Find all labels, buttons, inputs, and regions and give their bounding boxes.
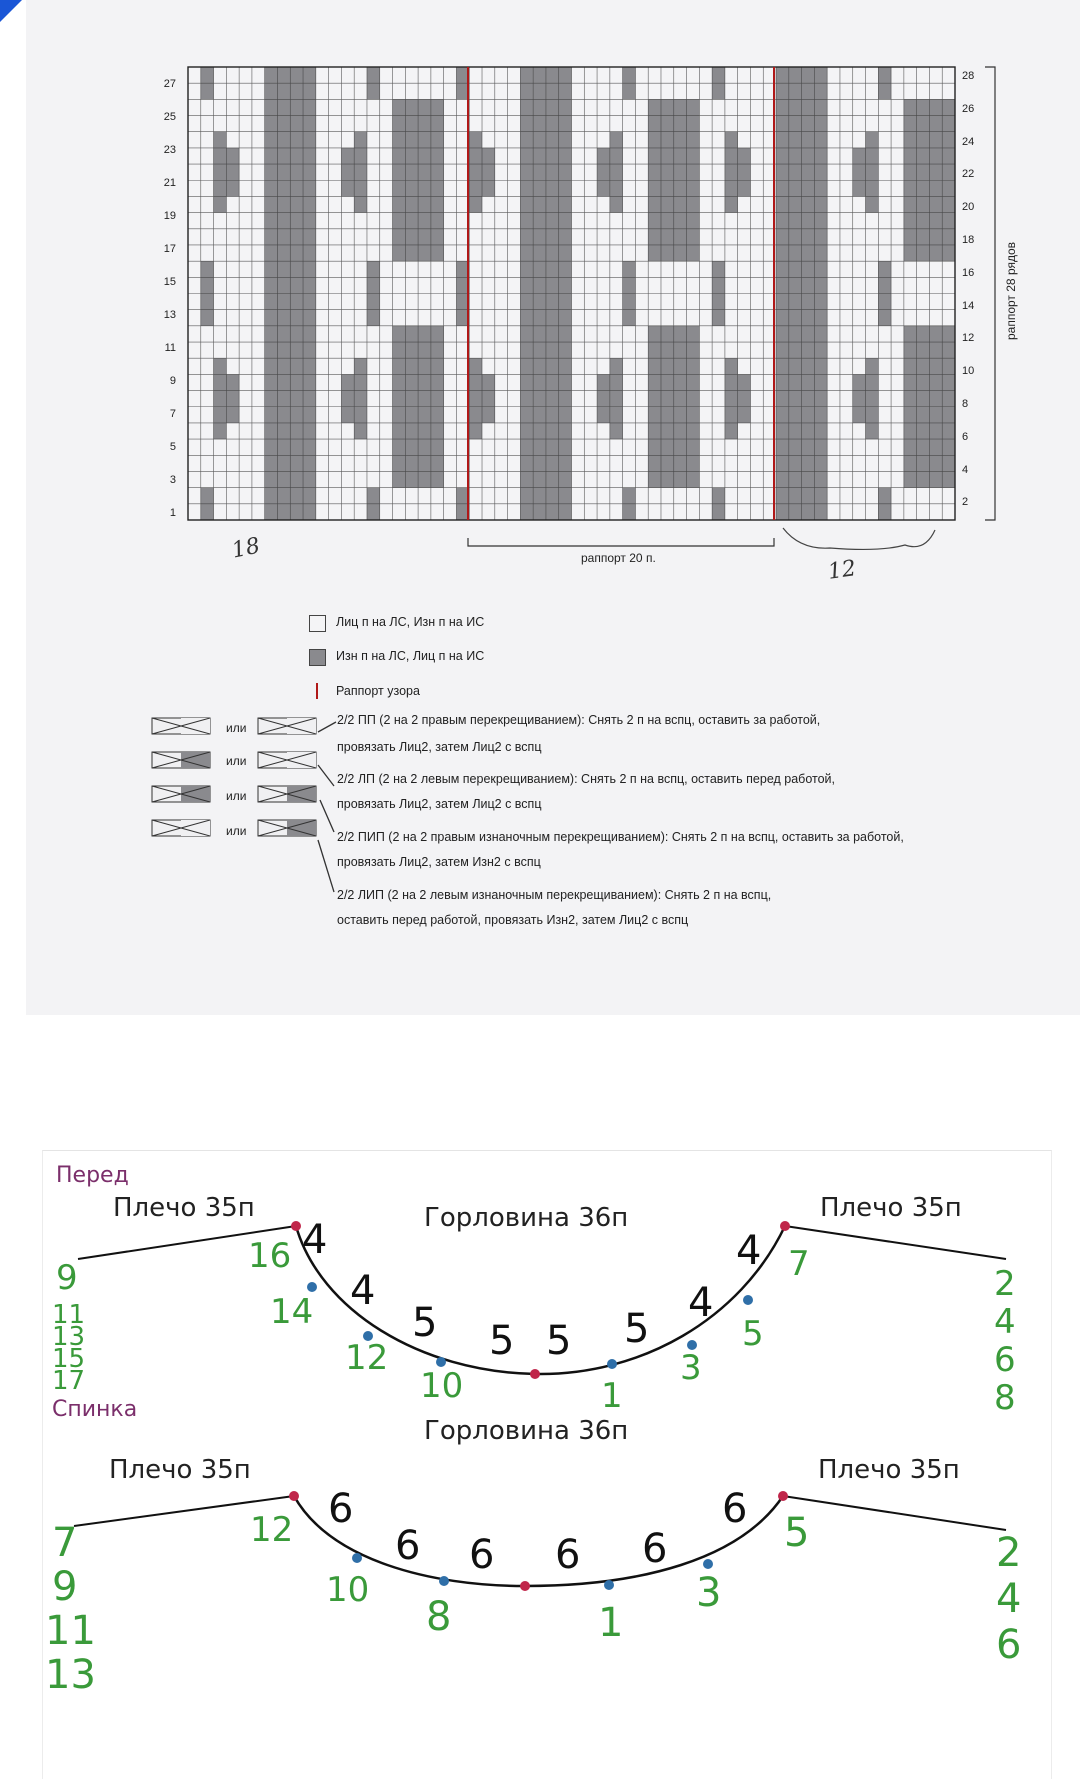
- front-marker-row-5: 3: [680, 1348, 702, 1388]
- cable3-desc-line1: 2/2 ПИП (2 на 2 правым изнаночным перекрещиванием): Снять 2 п на вспц, оставить за работой,: [337, 830, 904, 844]
- row-number-left: 23: [163, 144, 176, 156]
- back-marker-row-4: 3: [696, 1570, 722, 1616]
- front-right-row-2: 6: [994, 1340, 1016, 1380]
- row-number-left: 3: [169, 474, 176, 486]
- row-number-left: 5: [169, 441, 176, 453]
- front-marker-row-6: 5: [742, 1314, 764, 1354]
- front-blue-dot: [607, 1359, 617, 1369]
- row-number-left: 11: [164, 342, 176, 354]
- front-step-5: 5: [624, 1306, 650, 1352]
- front-step-6: 4: [688, 1280, 714, 1326]
- row-number-left: 25: [163, 111, 176, 123]
- back-left-row-3: 13: [45, 1652, 96, 1698]
- back-left-row-1: 9: [52, 1564, 78, 1610]
- back-step-4: 6: [642, 1526, 668, 1572]
- legend-purl-text: Изн п на ЛС, Лиц п на ИС: [336, 649, 485, 663]
- front-left-row-3: 15: [52, 1344, 86, 1374]
- back-neckline-label: Горловина 36п: [424, 1416, 629, 1446]
- row-number-right: 22: [962, 168, 975, 181]
- back-step-3: 6: [555, 1532, 581, 1578]
- front-neckline-label: Горловина 36п: [424, 1203, 629, 1233]
- row-number-right: 28: [962, 70, 975, 82]
- row-number-right: 24: [962, 135, 975, 148]
- front-shoulder-right: Плечо 35п: [820, 1193, 962, 1223]
- front-step-1: 4: [350, 1268, 376, 1314]
- row-number-left: 21: [163, 177, 176, 189]
- back-blue-dot: [604, 1580, 614, 1590]
- row-number-left: 9: [169, 375, 176, 387]
- back-marker-row-0: 12: [250, 1510, 294, 1550]
- row-number-right: 8: [962, 398, 969, 410]
- back-step-1: 6: [395, 1523, 421, 1569]
- back-step-2: 6: [469, 1532, 495, 1578]
- row-number-right: 10: [962, 365, 975, 378]
- front-marker-row-0: 16: [248, 1236, 292, 1276]
- back-red-dot: [289, 1491, 299, 1501]
- row-number-left: 19: [163, 210, 176, 222]
- handwritten-left: 18: [229, 533, 263, 564]
- cable4-desc-line2: оставить перед работой, провязать Изн2, затем Лиц2 с вспц: [337, 913, 689, 927]
- row-number-right: 2: [962, 496, 969, 509]
- back-title: Спинка: [52, 1397, 138, 1422]
- legend-or-3: или: [226, 789, 247, 803]
- front-blue-dot: [743, 1295, 753, 1305]
- row-number-right: 12: [962, 332, 975, 345]
- front-title: Перед: [56, 1163, 129, 1188]
- horizontal-repeat-label: раппорт 20 п.: [581, 551, 656, 565]
- front-shoulder-left: Плечо 35п: [113, 1193, 255, 1223]
- back-blue-dot: [352, 1553, 362, 1563]
- back-right-row-0: 2: [996, 1530, 1022, 1576]
- front-left-row-4: 17: [52, 1366, 86, 1396]
- row-number-left: 1: [169, 507, 176, 519]
- row-number-right: 14: [962, 299, 975, 312]
- row-number-left: 13: [163, 309, 176, 321]
- back-step-5: 6: [722, 1486, 748, 1532]
- back-marker-row-3: 1: [598, 1600, 624, 1646]
- back-right-row-2: 6: [996, 1622, 1022, 1668]
- front-red-dot: [291, 1221, 301, 1231]
- front-red-dot: [780, 1221, 790, 1231]
- legend-or-1: или: [226, 721, 247, 735]
- front-step-7: 4: [736, 1228, 762, 1274]
- legend-repeat-text: Раппорт узора: [336, 684, 420, 698]
- handwritten-right: 12: [826, 556, 858, 585]
- row-number-right: 6: [962, 430, 969, 443]
- row-number-right: 4: [962, 463, 969, 476]
- row-number-left: 27: [163, 78, 176, 90]
- cable2-desc-line1: 2/2 ЛП (2 на 2 левым перекрещиванием): Снять 2 п на вспц, оставить перед работой,: [337, 772, 835, 786]
- row-number-left: 7: [169, 408, 176, 420]
- front-left-row-0: 9: [56, 1258, 78, 1298]
- back-blue-dot: [703, 1559, 713, 1569]
- cable1-desc-line1: 2/2 ПП (2 на 2 правым перекрещиванием): Снять 2 п на вспц, оставить за работой,: [337, 713, 821, 727]
- front-right-row-1: 4: [994, 1302, 1016, 1342]
- front-step-4: 5: [546, 1318, 572, 1364]
- front-marker-row-3: 10: [420, 1366, 464, 1406]
- cable4-desc-line1: 2/2 ЛИП (2 на 2 левым изнаночным перекрещиванием): Снять 2 п на вспц,: [337, 888, 772, 902]
- back-red-dot: [520, 1581, 530, 1591]
- front-marker-row-4: 1: [601, 1376, 623, 1416]
- front-step-0: 4: [302, 1217, 328, 1263]
- legend-or-2: или: [226, 754, 247, 768]
- row-number-left: 17: [163, 243, 176, 255]
- back-marker-row-2: 8: [426, 1594, 452, 1640]
- front-marker-row-2: 12: [345, 1338, 389, 1378]
- back-red-dot: [778, 1491, 788, 1501]
- row-number-right: 20: [962, 201, 975, 214]
- front-shoulder-right-line: [785, 1226, 1006, 1259]
- back-marker-row-1: 10: [326, 1570, 370, 1610]
- front-left-row-2: 13: [52, 1322, 86, 1352]
- back-blue-dot: [439, 1576, 449, 1586]
- row-number-right: 18: [962, 234, 975, 246]
- front-blue-dot: [307, 1282, 317, 1292]
- legend-or-4: или: [226, 824, 247, 838]
- front-left-row-1: 11: [52, 1300, 86, 1330]
- back-left-row-0: 7: [52, 1520, 78, 1566]
- back-left-row-2: 11: [45, 1608, 96, 1654]
- legend-knit-text: Лиц п на ЛС, Изн п на ИС: [336, 615, 485, 629]
- row-number-left: 15: [163, 276, 176, 288]
- cable3-desc-line2: провязать Лиц2, затем Изн2 с вспц: [337, 855, 541, 869]
- row-number-right: 26: [962, 102, 975, 115]
- front-step-3: 5: [489, 1318, 515, 1364]
- back-marker-row-5: 5: [784, 1510, 810, 1556]
- front-step-2: 5: [412, 1300, 438, 1346]
- front-right-row-0: 2: [994, 1264, 1016, 1304]
- front-marker-row-1: 14: [270, 1292, 314, 1332]
- row-number-right: 16: [962, 266, 975, 279]
- back-shoulder-left: Плечо 35п: [109, 1455, 251, 1485]
- back-right-row-1: 4: [996, 1576, 1022, 1622]
- front-red-dot: [530, 1369, 540, 1379]
- cable2-desc-line2: провязать Лиц2, затем Лиц2 с вспц: [337, 797, 542, 811]
- front-marker-row-7: 7: [788, 1244, 810, 1284]
- back-shoulder-right-line: [783, 1496, 1006, 1530]
- front-right-row-3: 8: [994, 1378, 1016, 1418]
- cable1-desc-line2: провязать Лиц2, затем Лиц2 с вспц: [337, 740, 542, 754]
- vertical-repeat-label: раппорт 28 рядов: [1004, 241, 1018, 340]
- back-step-0: 6: [328, 1486, 354, 1532]
- back-shoulder-right: Плечо 35п: [818, 1455, 960, 1485]
